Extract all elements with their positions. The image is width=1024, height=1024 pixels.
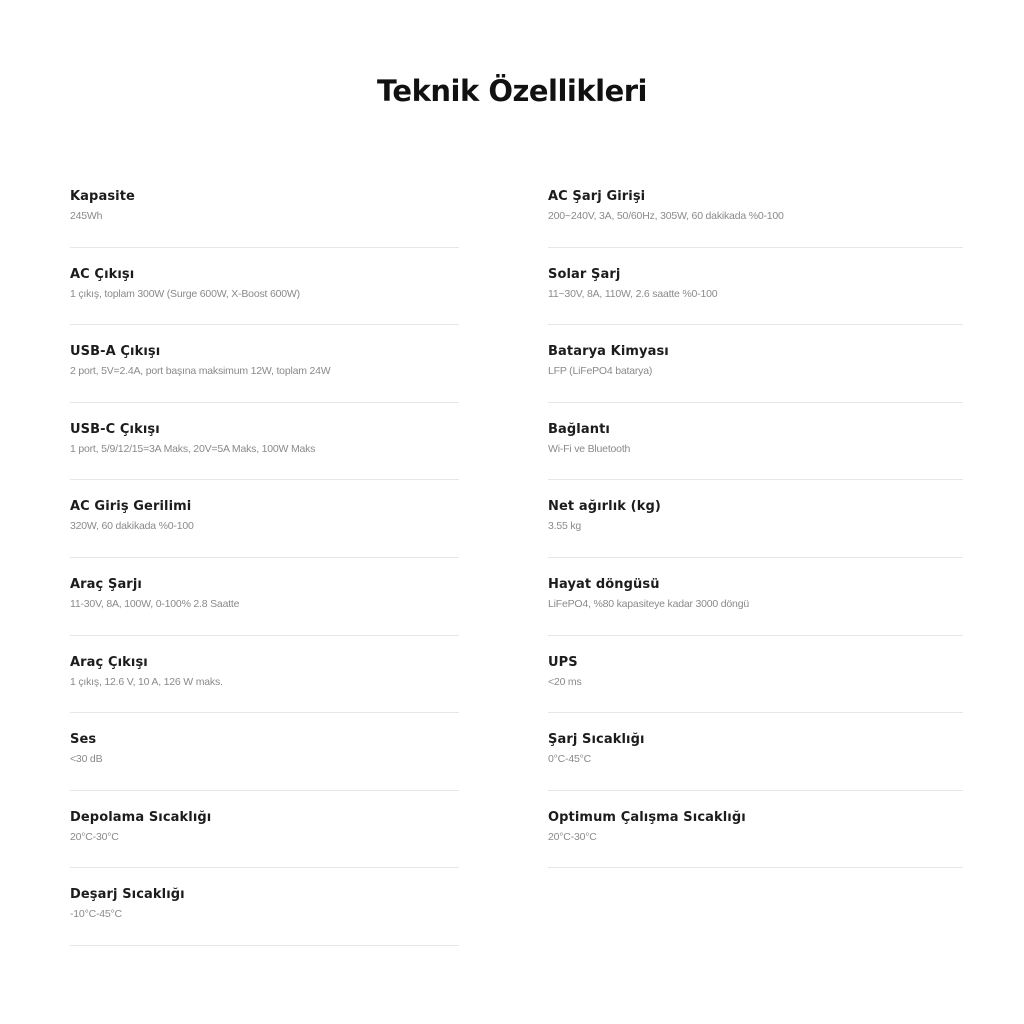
spec-value: <20 ms [548, 675, 582, 688]
spec-value: 20°C-30°C [548, 830, 597, 843]
spec-value: Wi-Fi ve Bluetooth [548, 442, 631, 455]
spec-item [548, 325, 963, 403]
spec-item [70, 170, 459, 248]
spec-item [70, 403, 459, 481]
spec-item [548, 713, 963, 791]
spec-value: 11-30V, 8A, 100W, 0-100% 2.8 Saatte [70, 597, 240, 610]
spec-value: LFP (LiFePO4 batarya) [548, 365, 653, 378]
spec-item [548, 558, 963, 636]
spec-value: 200~240V, 3A, 50/60Hz, 305W, 60 dakikada %0-100 [548, 210, 784, 222]
spec-value: 245Wh [70, 210, 103, 222]
spec-value: 1 port, 5/9/12/15=3A Maks, 20V=5A Maks, 100W Maks [70, 442, 316, 455]
spec-item [70, 713, 459, 791]
spec-label: UPS [548, 654, 578, 670]
spec-item [70, 868, 459, 946]
spec-label: Deşarj Sıcaklığı [70, 887, 185, 903]
spec-value: 20°C-30°C [70, 830, 119, 843]
spec-value: LiFePO4, %80 kapasiteye kadar 3000 döngü [548, 597, 749, 610]
spec-item [70, 325, 459, 403]
spec-label: USB-C Çıkışı [70, 421, 160, 437]
spec-value: 0°C-45°C [548, 753, 591, 766]
spec-label: Bağlantı [548, 421, 610, 437]
spec-item [548, 170, 963, 248]
spec-value: 2 port, 5V=2.4A, port başına maksimum 12W, toplam 24W [70, 365, 331, 378]
spec-item [70, 558, 459, 636]
spec-label: Batarya Kimyası [548, 344, 669, 360]
spec-label: Hayat döngüsü [548, 576, 660, 592]
spec-column-right [548, 170, 963, 868]
spec-item [70, 480, 459, 558]
spec-item [548, 791, 963, 869]
spec-item [548, 403, 963, 481]
spec-value: <30 dB [70, 753, 103, 766]
spec-item [548, 248, 963, 326]
spec-value: 320W, 60 dakikada %0-100 [70, 520, 194, 533]
spec-item [70, 791, 459, 869]
page-title: Teknik Özellikleri [376, 74, 647, 108]
spec-label: AC Çıkışı [70, 266, 135, 282]
spec-item [70, 248, 459, 326]
spec-label: Ses [70, 732, 97, 748]
spec-label: Araç Çıkışı [70, 654, 148, 670]
spec-item [70, 636, 459, 714]
spec-value: -10°C-45°C [70, 908, 122, 921]
spec-label: Net ağırlık (kg) [548, 499, 661, 515]
spec-value: 1 çıkış, 12.6 V, 10 A, 126 W maks. [70, 675, 223, 688]
spec-column-left [70, 170, 459, 946]
spec-item [548, 480, 963, 558]
spec-label: Optimum Çalışma Sıcaklığı [548, 809, 746, 825]
spec-label: Kapasite [70, 189, 135, 204]
spec-item [548, 636, 963, 714]
spec-label: USB-A Çıkışı [70, 344, 161, 360]
spec-label: Araç Şarjı [70, 576, 142, 592]
spec-label: Solar Şarj [548, 266, 621, 282]
spec-label: Şarj Sıcaklığı [548, 732, 645, 748]
spec-value: 3.55 kg [548, 520, 582, 533]
spec-label: AC Giriş Gerilimi [70, 499, 192, 515]
spec-label: AC Şarj Girişi [548, 189, 646, 204]
spec-label: Depolama Sıcaklığı [70, 809, 212, 825]
spec-value: 1 çıkış, toplam 300W (Surge 600W, X-Boost 600W) [70, 287, 300, 300]
spec-value: 11~30V, 8A, 110W, 2.6 saatte %0-100 [548, 287, 718, 300]
